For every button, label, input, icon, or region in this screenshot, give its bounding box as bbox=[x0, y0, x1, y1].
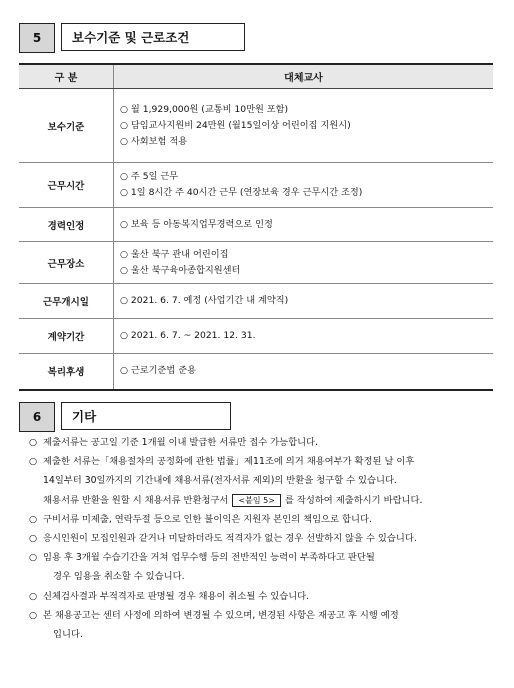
row-line: ○ 울산 북구 관내 어린이집 bbox=[120, 248, 229, 260]
table-row bbox=[19, 242, 493, 284]
row-line: ○ 보육 등 아동복지업무경력으로 인정 bbox=[120, 218, 273, 230]
row-line: ○ 사회보험 적용 bbox=[120, 135, 188, 147]
section-title: 보수기준 및 근로조건 bbox=[61, 23, 245, 51]
table-row bbox=[19, 354, 493, 390]
row-line: ○ 2021. 6. 7. 예정 (사업기간 내 계약직) bbox=[120, 295, 289, 306]
row-label: 근무장소 bbox=[19, 242, 114, 284]
table-row bbox=[19, 319, 493, 354]
bullet-icon: ○ bbox=[29, 513, 38, 525]
note-text: 임용 후 3개월 수습기간을 거쳐 업무수행 등의 전반적인 능력이 부족하다고 판단될 bbox=[43, 552, 375, 564]
header-category: 구 분 bbox=[19, 64, 114, 89]
note-text: 제출한 서류는「채용절차의 공정화에 관한 법률」제11조에 의거 채용여부가 확정된 날 이후 bbox=[43, 456, 415, 468]
row-line: ○ 울산 북구육아종합지원센터 bbox=[120, 264, 241, 276]
row-label: 경력인정 bbox=[19, 208, 114, 242]
section-6-header bbox=[19, 402, 231, 432]
note-text: 응시인원이 모집인원과 같거나 미달하더라도 적격자가 없는 경우 선발하지 않을 수 있습니다. bbox=[43, 533, 417, 545]
note-text: 채용서류 반환을 원할 시 채용서류 반환청구서 bbox=[43, 494, 229, 506]
list-item bbox=[29, 587, 499, 606]
header-substitute-teacher: 대체교사 bbox=[114, 64, 494, 89]
table-header-row bbox=[19, 64, 493, 89]
row-line: ○ 주 5일 근무 bbox=[120, 171, 179, 182]
note-text: 14일부터 30일까지의 기간내에 채용서류(전자서류 제외)의 반환을 청구할 수 있습니다. bbox=[43, 475, 397, 487]
note-text: 본 채용공고는 센터 사정에 의하여 변경될 수 있으며, 변경된 사항은 재공고 후 시행 예정 bbox=[43, 609, 399, 621]
row-label: 계약기간 bbox=[19, 319, 114, 354]
note-text: 신체검사결과 부적격자로 판명될 경우 채용이 취소될 수 있습니다. bbox=[43, 590, 310, 602]
bullet-icon: ○ bbox=[29, 552, 38, 564]
bullet-icon: ○ bbox=[29, 590, 38, 602]
list-item bbox=[29, 510, 499, 529]
row-label: 근무개시일 bbox=[19, 284, 114, 319]
row-label: 보수기준 bbox=[19, 89, 114, 163]
note-text: 경우 임용을 취소할 수 있습니다. bbox=[53, 571, 185, 583]
row-line: ○ 1일 8시간 주 40시간 근무 (연장보육 경우 근무시간 조정) bbox=[120, 187, 363, 198]
bullet-icon: ○ bbox=[29, 456, 38, 468]
table-row bbox=[19, 163, 493, 208]
note-text: 제출서류는 공고일 기준 1개월 이내 발급한 서류만 접수 가능합니다. bbox=[43, 437, 318, 448]
note-text: 를 작성하여 제출하시기 바랍니다. bbox=[284, 494, 423, 506]
list-item bbox=[29, 452, 499, 510]
row-line: ○ 월 1,929,000원 (교통비 10만원 포함) bbox=[120, 103, 289, 115]
notes-list bbox=[29, 433, 499, 644]
bullet-icon: ○ bbox=[29, 437, 38, 448]
table-row bbox=[19, 284, 493, 319]
section-title: 기타 bbox=[61, 402, 231, 430]
bullet-icon: ○ bbox=[29, 533, 38, 545]
list-item bbox=[29, 529, 499, 548]
row-line: ○ 담임교사지원비 24만원 (월15일이상 어린이집 지원시) bbox=[120, 119, 351, 131]
row-line: ○ 2021. 6. 7. ~ 2021. 12. 31. bbox=[120, 330, 256, 341]
note-text: 입니다. bbox=[53, 629, 83, 641]
table-row bbox=[19, 208, 493, 242]
row-label: 복리후생 bbox=[19, 354, 114, 390]
list-item bbox=[29, 548, 499, 586]
section-number: 5 bbox=[19, 23, 55, 53]
note-text: 구비서류 미제출, 연락두절 등으로 인한 불이익은 지원자 본인의 책임으로 합니다. bbox=[43, 513, 372, 525]
list-item bbox=[29, 433, 499, 452]
row-line: ○ 근로기준법 준용 bbox=[120, 365, 196, 377]
employment-terms-table bbox=[19, 63, 493, 391]
table-row bbox=[19, 89, 493, 163]
list-item bbox=[29, 606, 499, 644]
row-label: 근무시간 bbox=[19, 163, 114, 208]
attachment-tag: <붙임 5> bbox=[232, 494, 281, 507]
section-5-header bbox=[19, 23, 245, 53]
bullet-icon: ○ bbox=[29, 609, 38, 621]
section-number: 6 bbox=[19, 402, 55, 432]
